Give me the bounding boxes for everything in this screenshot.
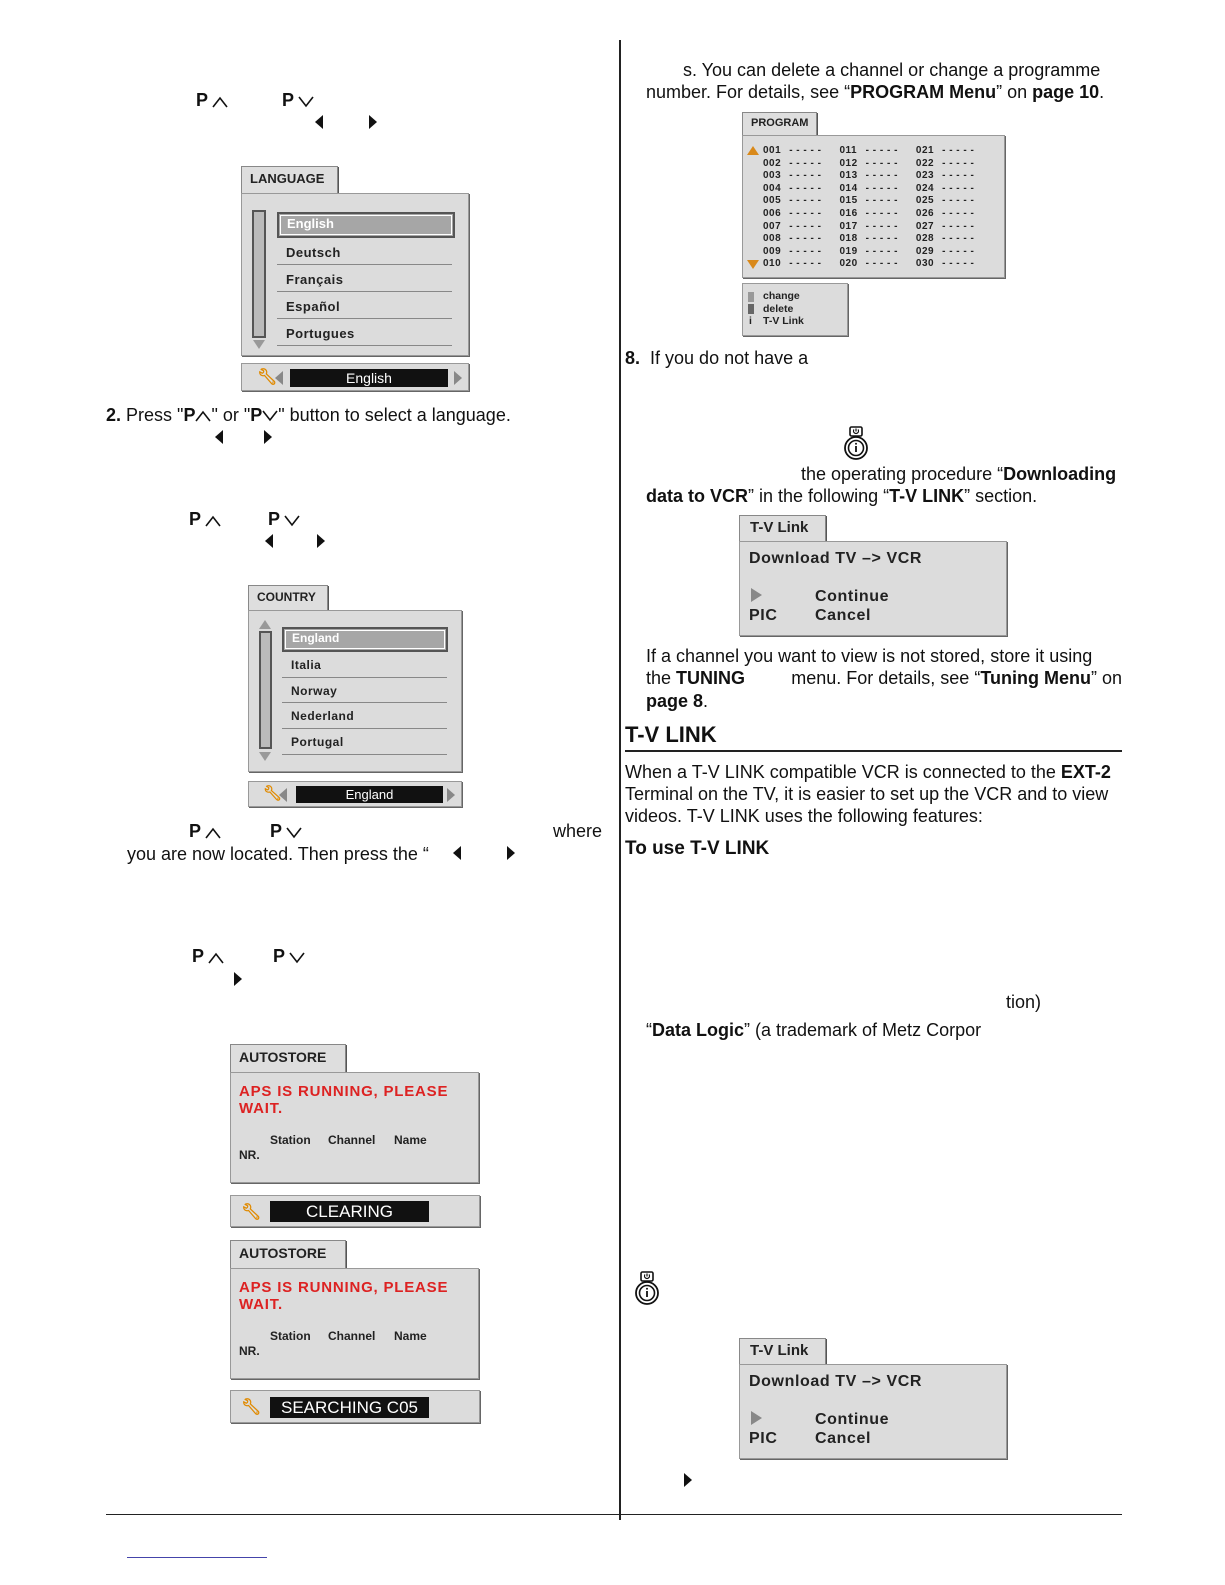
country-current-value: England <box>296 786 443 803</box>
legend-delete: delete <box>763 303 794 315</box>
p-up-button-label: P <box>189 509 221 530</box>
wrench-icon: 🔧︎ <box>257 369 278 386</box>
located-text: you are now located. Then press the “ <box>127 844 429 864</box>
program-name: - - - - - <box>865 258 898 270</box>
footer-link-underline[interactable] <box>127 1557 267 1558</box>
program-name: - - - - - <box>865 170 898 182</box>
procedure-line-2: data to VCR” in the following “T-V LINK” section. <box>646 486 1038 506</box>
program-number: 020 <box>839 258 858 270</box>
power-button-icon <box>634 1271 660 1305</box>
program-name: - - - - - <box>865 182 898 194</box>
language-item-selected[interactable]: English <box>277 212 455 238</box>
program-row[interactable] <box>759 145 978 158</box>
scroll-up-icon[interactable] <box>259 620 271 629</box>
divider <box>282 728 447 729</box>
chevron-up-icon <box>205 515 221 527</box>
right-arrow-icon[interactable] <box>447 788 455 807</box>
program-number: 008 <box>763 233 782 245</box>
continue-option[interactable]: Continue <box>815 1411 890 1428</box>
chevron-down-icon <box>286 827 302 839</box>
left-arrow-icon <box>215 430 223 449</box>
program-number: 013 <box>839 170 858 182</box>
divider <box>282 677 447 678</box>
autostore-panel <box>230 1268 479 1379</box>
country-item-selected[interactable]: England <box>282 627 448 652</box>
program-name: - - - - - <box>865 207 898 219</box>
legend-tvlink: T-V Link <box>763 315 804 327</box>
program-name: - - - - - <box>789 195 822 207</box>
program-number: 001 <box>763 145 782 156</box>
program-number: 007 <box>763 220 782 232</box>
pic-key: PIC <box>749 1430 778 1447</box>
program-row[interactable] <box>759 233 978 246</box>
right-arrow-icon <box>317 534 325 553</box>
column-divider <box>619 40 621 1520</box>
program-name: - - - - - <box>942 233 975 245</box>
wrench-icon: 🔧︎ <box>263 785 283 802</box>
col-name: Name <box>394 1329 427 1343</box>
chevron-up-icon <box>195 410 211 422</box>
program-name: - - - - - <box>789 207 822 219</box>
program-number: 005 <box>763 195 782 207</box>
autostore-title: AUTOSTORE <box>230 1044 346 1073</box>
program-number: 028 <box>915 233 935 245</box>
info-icon: i <box>749 315 752 327</box>
right-arrow-icon <box>264 430 272 449</box>
chevron-down-icon <box>284 515 300 527</box>
autostore-title: AUTOSTORE <box>230 1240 346 1269</box>
program-number: 021 <box>915 145 935 156</box>
p-down-button-label: P <box>273 946 305 967</box>
chevron-down-icon <box>289 952 305 964</box>
program-name: - - - - - <box>789 145 822 156</box>
divider <box>277 264 452 265</box>
program-row[interactable] <box>759 208 978 221</box>
program-name: - - - - - <box>789 233 822 245</box>
right-arrow-icon[interactable] <box>454 371 462 390</box>
program-number: 029 <box>915 245 935 257</box>
program-number: 017 <box>839 220 858 232</box>
tvlink-para-line-2: Terminal on the TV, it is easier to set up the VCR and to view <box>625 784 1109 804</box>
program-row[interactable] <box>759 246 978 259</box>
divider <box>277 345 452 346</box>
country-item[interactable]: Norway <box>291 684 338 698</box>
program-number: 011 <box>839 145 858 156</box>
program-number: 026 <box>915 207 935 219</box>
program-number: 004 <box>763 182 782 194</box>
intro-line-1: s. You can delete a channel or change a programme <box>683 60 1101 80</box>
program-legend <box>742 283 848 336</box>
program-number: 014 <box>839 182 858 194</box>
tvlink-panel <box>739 541 1007 636</box>
program-number: 025 <box>915 195 935 207</box>
country-item[interactable]: Portugal <box>291 735 344 749</box>
program-row[interactable] <box>759 183 978 196</box>
program-name: - - - - - <box>942 157 975 169</box>
program-name: - - - - - <box>865 245 898 257</box>
autostore-status: CLEARING <box>270 1201 429 1222</box>
tvlink-para-line-3: videos. T-V LINK uses the following features: <box>625 806 983 826</box>
program-number: 010 <box>763 258 782 270</box>
program-number: 019 <box>839 245 858 257</box>
program-number: 003 <box>763 170 782 182</box>
col-name: Name <box>394 1133 427 1147</box>
divider <box>282 754 447 755</box>
left-arrow-icon <box>453 846 461 865</box>
program-name: - - - - - <box>789 170 822 182</box>
green-key-icon <box>748 304 754 314</box>
program-name: - - - - - <box>942 195 975 207</box>
left-arrow-icon <box>315 115 323 134</box>
p-down-button-label: P <box>268 509 300 530</box>
chevron-up-icon <box>205 827 221 839</box>
language-current-value: English <box>290 369 448 387</box>
program-row[interactable] <box>759 158 978 171</box>
continue-option[interactable]: Continue <box>815 588 890 605</box>
scroll-up-icon[interactable] <box>747 146 759 155</box>
program-name: - - - - - <box>865 195 898 207</box>
program-row[interactable] <box>759 170 978 183</box>
right-arrow-icon <box>507 846 515 865</box>
col-channel: Channel <box>328 1329 376 1343</box>
program-menu-panel <box>742 135 1005 278</box>
program-name: - - - - - <box>942 220 975 232</box>
program-name: - - - - - <box>789 157 822 169</box>
col-station: Station <box>270 1329 311 1343</box>
program-row[interactable] <box>759 221 978 234</box>
right-arrow-icon <box>234 972 242 991</box>
program-name: - - - - - <box>942 182 975 194</box>
p-up-button-label: P <box>196 90 228 111</box>
country-menu-title: COUNTRY <box>248 585 328 611</box>
language-item[interactable]: Deutsch <box>286 245 341 260</box>
cancel-option[interactable]: Cancel <box>815 607 872 624</box>
intro-line-2: number. For details, see “PROGRAM Menu” on page 10. <box>646 82 1105 102</box>
store-line-3: page 8. <box>646 691 709 711</box>
program-number: 023 <box>915 170 935 182</box>
step-2-text: 2. Press "P " or "P " button to select a language. <box>106 405 511 425</box>
right-arrow-icon <box>369 115 377 134</box>
program-row[interactable] <box>759 195 978 208</box>
program-number: 006 <box>763 207 782 219</box>
program-number: 016 <box>839 207 858 219</box>
scrollbar[interactable] <box>252 210 266 338</box>
program-name: - - - - - <box>789 220 822 232</box>
program-name: - - - - - <box>942 258 975 270</box>
program-number: 027 <box>915 220 935 232</box>
program-name: - - - - - <box>865 220 898 232</box>
pic-key: PIC <box>749 607 778 624</box>
col-channel: Channel <box>328 1133 376 1147</box>
power-button-icon <box>843 426 869 460</box>
right-arrow-icon <box>684 1473 692 1492</box>
program-name: - - - - - <box>942 245 975 257</box>
subsection-title: To use T-V LINK <box>625 838 770 859</box>
program-number: 022 <box>915 157 935 169</box>
program-menu-title: PROGRAM <box>742 112 817 136</box>
procedure-line-1: the operating procedure “Downloading <box>801 464 1117 484</box>
country-item[interactable]: Italia <box>291 658 322 672</box>
download-line: Download TV –> VCR <box>749 550 923 567</box>
program-name: - - - - - <box>789 182 822 194</box>
tvlink-title: T-V Link <box>739 515 826 542</box>
store-line-2: the TUNING menu. For details, see “Tuning Menu” on <box>646 668 1122 688</box>
program-row[interactable] <box>759 258 978 271</box>
chevron-down-icon <box>262 410 278 422</box>
left-arrow-icon <box>265 534 273 553</box>
scrollbar[interactable] <box>259 631 272 749</box>
program-number: 015 <box>839 195 858 207</box>
section-title: T-V LINK <box>625 722 717 747</box>
step-8-text: 8. If you do not have a <box>625 348 809 368</box>
aps-running-message: APS IS RUNNING, PLEASE WAIT. <box>239 1083 449 1117</box>
chevron-down-icon <box>298 96 314 108</box>
program-number: 012 <box>839 157 858 169</box>
language-menu-title: LANGUAGE <box>241 166 338 194</box>
language-item[interactable]: Portugues <box>286 326 355 341</box>
tvlink-para-line-1: When a T-V LINK compatible VCR is connected to the EXT-2 <box>625 762 1111 782</box>
where-text: where <box>553 821 603 841</box>
download-line: Download TV –> VCR <box>749 1373 923 1390</box>
scroll-down-icon[interactable] <box>747 260 759 269</box>
scroll-down-icon[interactable] <box>253 340 265 349</box>
program-name: - - - - - <box>865 145 898 156</box>
col-nr: NR. <box>239 1148 260 1162</box>
scroll-down-icon[interactable] <box>259 752 271 761</box>
footer-rule <box>106 1514 1122 1515</box>
program-name: - - - - - <box>865 233 898 245</box>
program-number: 030 <box>915 258 935 270</box>
autostore-panel <box>230 1072 479 1183</box>
play-icon <box>751 588 762 602</box>
p-down-button-label: P <box>270 821 302 842</box>
divider <box>277 291 452 292</box>
p-up-button-label: P <box>189 821 221 842</box>
data-logic-line: “Data Logic” (a trademark of Metz Corpor <box>646 1020 982 1040</box>
divider <box>277 318 452 319</box>
play-icon <box>751 1411 762 1425</box>
language-item[interactable]: Español <box>286 299 341 314</box>
program-name: - - - - - <box>789 258 822 270</box>
aps-running-message: APS IS RUNNING, PLEASE WAIT. <box>239 1279 449 1313</box>
program-name: - - - - - <box>942 170 975 182</box>
left-arrow-icon[interactable] <box>279 788 287 807</box>
program-number: 018 <box>839 233 858 245</box>
program-name: - - - - - <box>942 145 975 156</box>
legend-change: change <box>763 290 800 302</box>
cancel-option[interactable]: Cancel <box>815 1430 872 1447</box>
program-name: - - - - - <box>942 207 975 219</box>
red-key-icon <box>748 292 754 302</box>
col-nr: NR. <box>239 1344 260 1358</box>
p-up-button-label: P <box>192 946 224 967</box>
program-number: 009 <box>763 245 782 257</box>
tvlink-panel <box>739 1364 1007 1459</box>
left-arrow-icon[interactable] <box>275 371 283 390</box>
section-rule <box>625 750 1122 752</box>
program-number: 024 <box>915 182 935 194</box>
chevron-up-icon <box>208 952 224 964</box>
wrench-icon: 🔧︎ <box>241 1204 262 1221</box>
program-number: 002 <box>763 157 782 169</box>
program-name: - - - - - <box>789 245 822 257</box>
tvlink-title: T-V Link <box>739 1338 826 1365</box>
col-station: Station <box>270 1133 311 1147</box>
program-name: - - - - - <box>865 157 898 169</box>
country-item[interactable]: Nederland <box>291 709 355 723</box>
divider <box>282 702 447 703</box>
wrench-icon: 🔧︎ <box>241 1399 262 1416</box>
program-table <box>759 145 978 271</box>
store-line-1: If a channel you want to view is not stored, store it using <box>646 646 1093 666</box>
autostore-status: SEARCHING C05 <box>270 1397 429 1418</box>
chevron-up-icon <box>212 96 228 108</box>
p-down-button-label: P <box>282 90 314 111</box>
tion-fragment: tion) <box>1006 992 1042 1012</box>
language-item[interactable]: Français <box>286 272 344 287</box>
